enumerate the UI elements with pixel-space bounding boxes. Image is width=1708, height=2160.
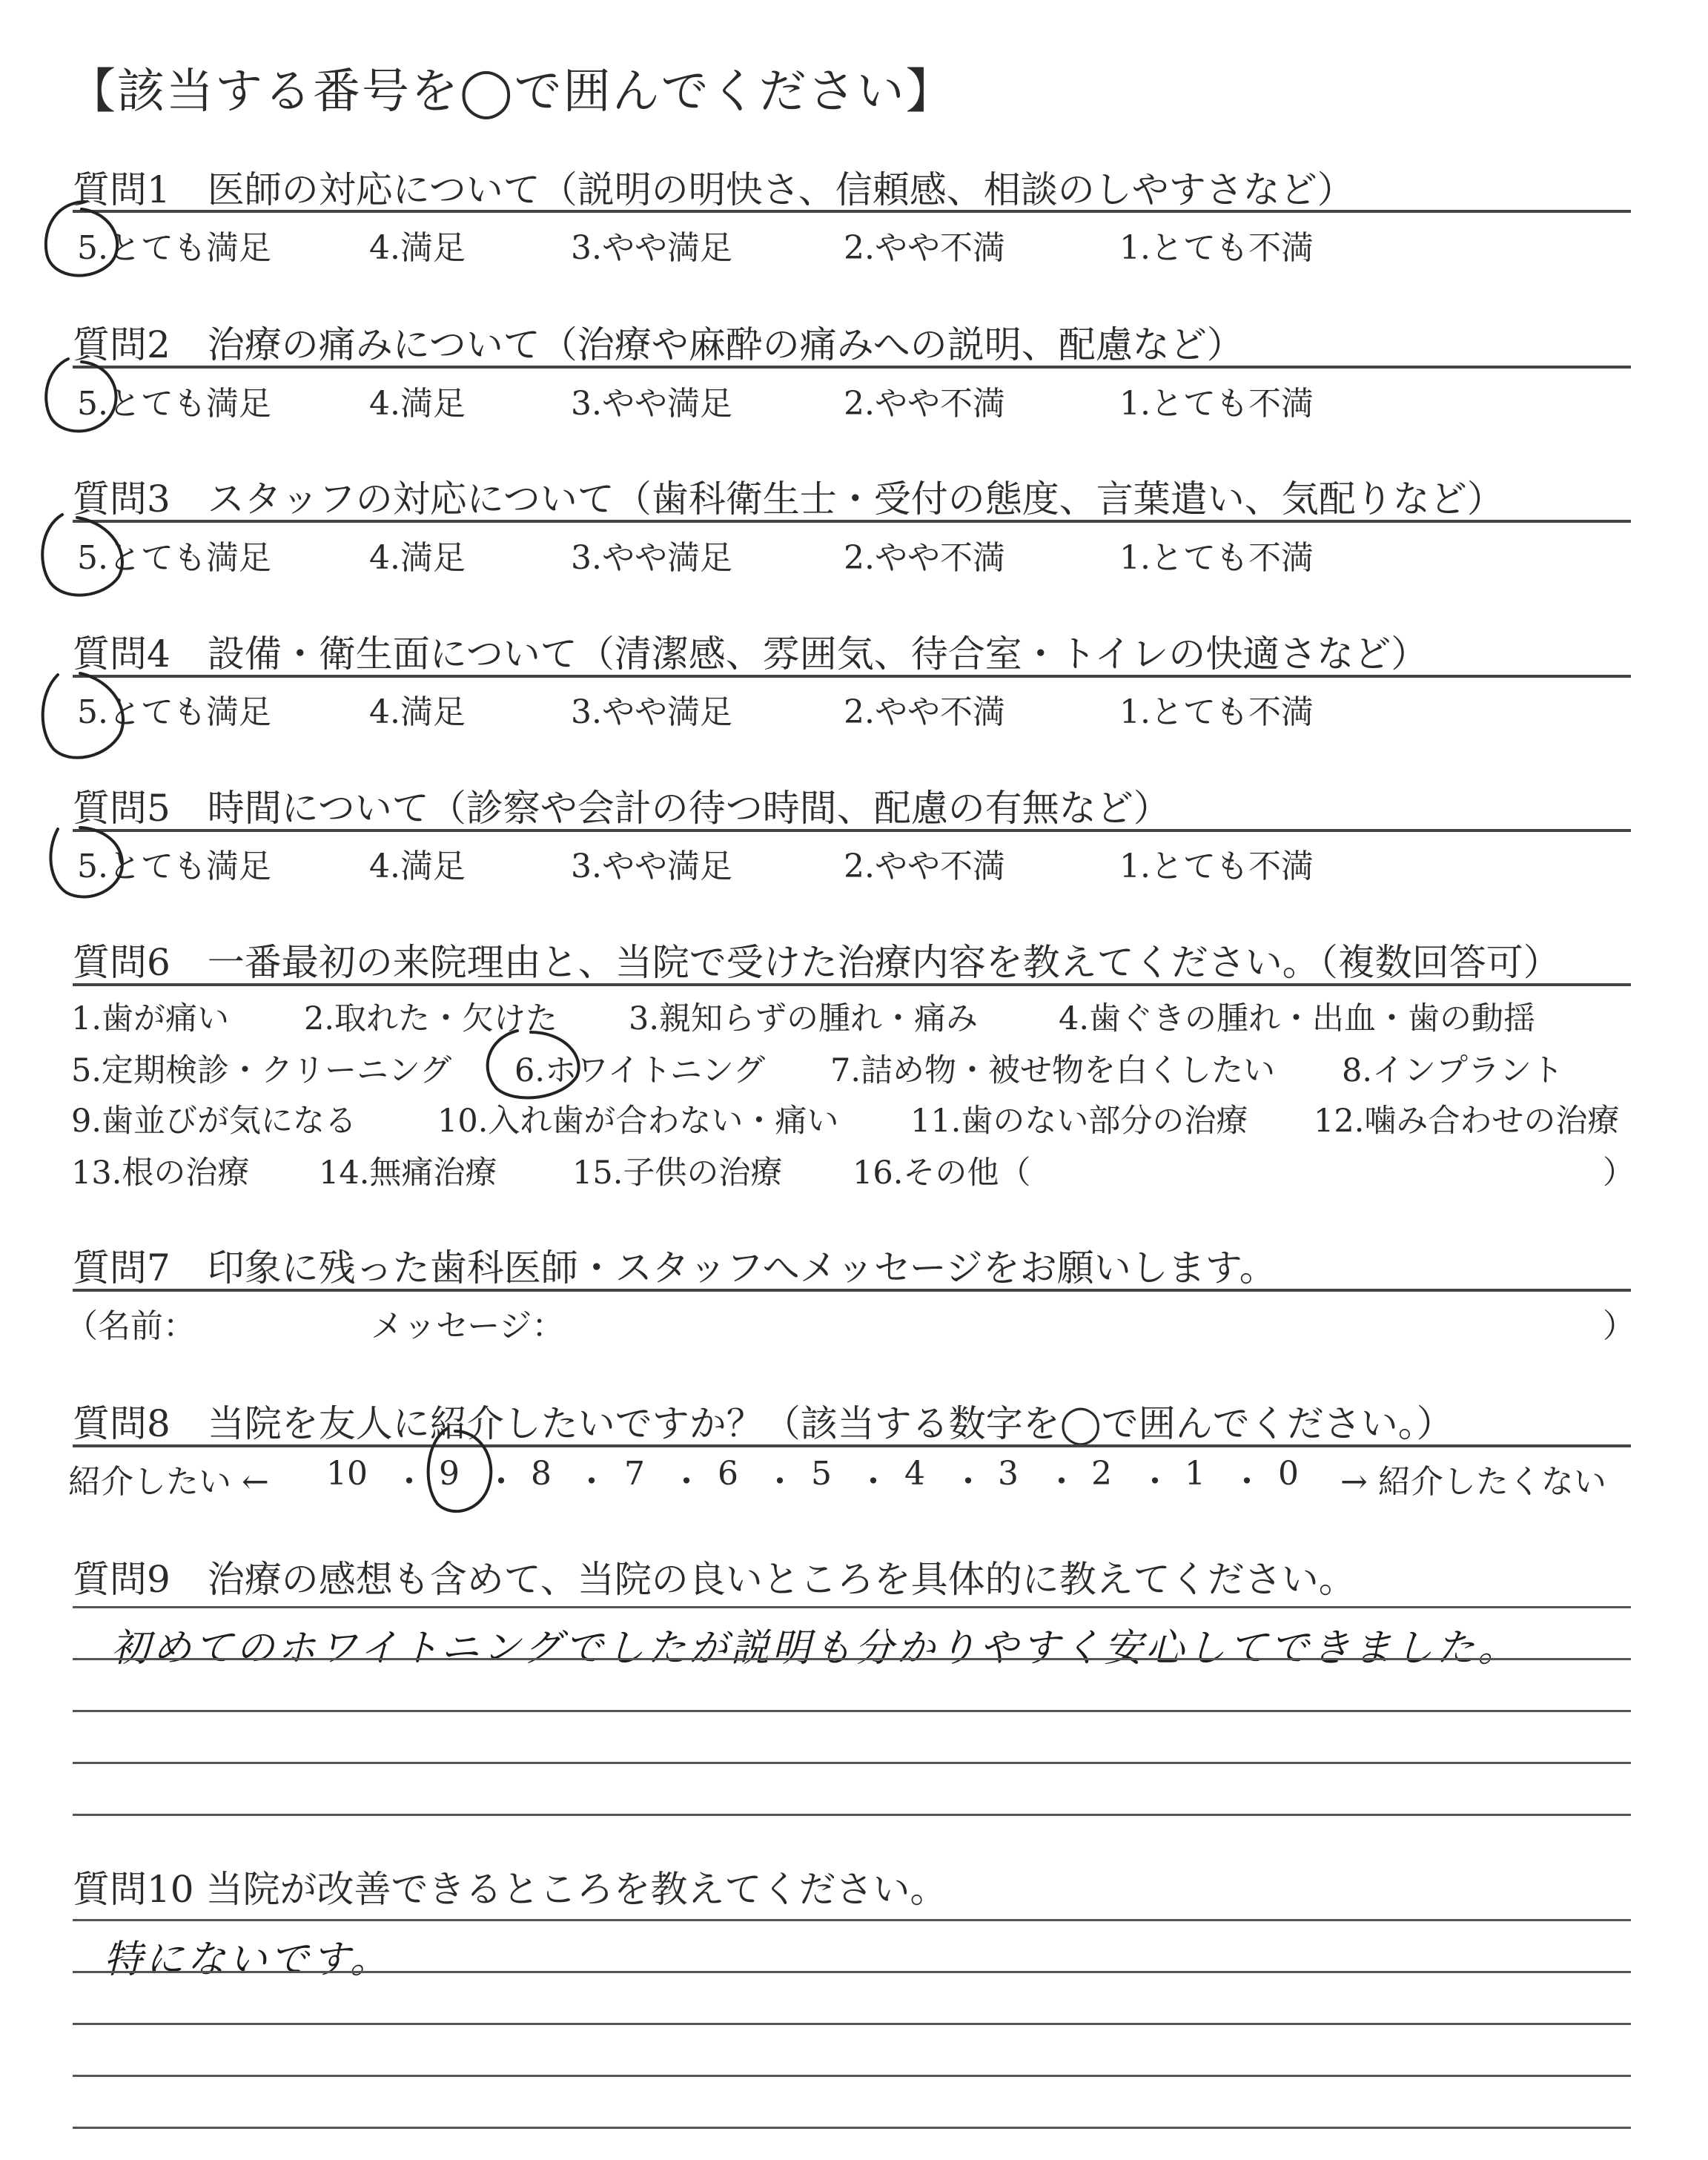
q6-option-6[interactable]: 6.ホワイトニング — [514, 1052, 766, 1089]
q5-option-2[interactable]: 2.やや不満 — [844, 848, 1005, 885]
question-4-text: 質問4 設備・衛生面について（清潔感、雰囲気、待合室・トイレの快適さなど） — [73, 633, 1429, 676]
q7-close-paren: ） — [1603, 1307, 1635, 1345]
question-9-text: 質問9 治療の感想も含めて、当院の良いところを具体的に教えてください。 — [73, 1558, 1356, 1601]
q8-scale-2[interactable]: 2 — [1091, 1455, 1112, 1493]
q9-line-1 — [73, 1606, 1631, 1608]
q6-option-2[interactable]: 2.取れた・欠けた — [304, 1000, 558, 1037]
q10-handwritten-answer: 特にないです。 — [104, 1938, 391, 1982]
q8-scale-3[interactable]: 3 — [998, 1455, 1019, 1493]
q10-line-1 — [73, 1919, 1631, 1921]
q2-option-2[interactable]: 2.やや不満 — [844, 385, 1005, 423]
q5-selection-circle — [42, 822, 130, 903]
q8-sep: ・ — [952, 1463, 984, 1501]
q1-selection-circle — [39, 199, 128, 288]
q3-option-2[interactable]: 2.やや不満 — [844, 539, 1005, 577]
q2-option-1[interactable]: 1.とても不満 — [1119, 385, 1314, 423]
question-10-text: 質問10 当院が改善できるところを教えてください。 — [73, 1868, 947, 1911]
question-3-rule — [73, 520, 1631, 523]
q8-scale-7[interactable]: 7 — [624, 1455, 645, 1493]
q6-option-8[interactable]: 8.インプラント — [1342, 1052, 1564, 1089]
question-2-text: 質問2 治療の痛みについて（治療や麻酔の痛みへの説明、配慮など） — [73, 323, 1244, 366]
q3-option-1[interactable]: 1.とても不満 — [1119, 539, 1314, 577]
question-2-rule — [73, 366, 1631, 369]
q5-option-1[interactable]: 1.とても不満 — [1119, 848, 1314, 885]
question-6-text: 質問6 一番最初の来院理由と、当院で受けた治療内容を教えてください。（複数回答可） — [73, 941, 1560, 984]
q6-option-1[interactable]: 1.歯が痛い — [71, 1000, 230, 1037]
q6-other-close-paren: ） — [1603, 1155, 1635, 1192]
q1-option-4[interactable]: 4.満足 — [369, 229, 466, 267]
q1-option-5[interactable]: 5.とても満足 — [77, 229, 271, 267]
q10-line-2 — [73, 1971, 1631, 1973]
q9-line-4 — [73, 1762, 1631, 1764]
q2-option-3[interactable]: 3.やや満足 — [571, 385, 732, 423]
q8-scale-8[interactable]: 8 — [531, 1455, 552, 1493]
q8-sep: ・ — [857, 1463, 890, 1501]
q6-option-10[interactable]: 10.入れ歯が合わない・痛い — [437, 1103, 839, 1140]
q4-option-5[interactable]: 5.とても満足 — [77, 693, 271, 731]
q3-option-4[interactable]: 4.満足 — [369, 539, 466, 577]
q3-option-5[interactable]: 5.とても満足 — [77, 539, 271, 577]
q4-option-1[interactable]: 1.とても不満 — [1119, 693, 1314, 731]
question-1-rule — [73, 210, 1631, 213]
q2-option-4[interactable]: 4.満足 — [369, 385, 466, 423]
q8-right-label: → 紹介したくない — [1340, 1463, 1606, 1501]
form-title: 【該当する番号を◯で囲んでください】 — [68, 65, 955, 119]
q8-left-label: 紹介したい ← — [68, 1463, 269, 1501]
q4-option-4[interactable]: 4.満足 — [369, 693, 466, 731]
q5-option-3[interactable]: 3.やや満足 — [571, 848, 732, 885]
q8-scale-9[interactable]: 9 — [439, 1455, 460, 1493]
q6-option-5[interactable]: 5.定期検診・クリーニング — [71, 1052, 452, 1089]
q4-option-2[interactable]: 2.やや不満 — [844, 693, 1005, 731]
question-7-text: 質問7 印象に残った歯科医師・スタッフへメッセージをお願いします。 — [73, 1246, 1277, 1289]
q6-option-11[interactable]: 11.歯のない部分の治療 — [910, 1103, 1248, 1140]
q10-line-3 — [73, 2023, 1631, 2025]
q5-option-4[interactable]: 4.満足 — [369, 848, 466, 885]
q1-option-1[interactable]: 1.とても不満 — [1119, 229, 1314, 267]
q7-name-label: （名前： — [65, 1307, 196, 1345]
q6-selection-circle — [474, 1025, 586, 1106]
question-8-text: 質問8 当院を友人に紹介したいですか？（該当する数字を◯で囲んでください。） — [73, 1402, 1454, 1445]
question-6-rule — [73, 983, 1631, 986]
q8-sep: ・ — [393, 1463, 426, 1501]
q6-option-7[interactable]: 7.詰め物・被せ物を白くしたい — [830, 1052, 1276, 1089]
q3-selection-circle — [36, 512, 132, 608]
q8-sep: ・ — [485, 1463, 517, 1501]
question-7-rule — [73, 1289, 1631, 1292]
q8-scale-6[interactable]: 6 — [718, 1455, 738, 1493]
q5-option-5[interactable]: 5.とても満足 — [77, 848, 271, 885]
q6-option-15[interactable]: 15.子供の治療 — [572, 1155, 783, 1192]
q2-option-5[interactable]: 5.とても満足 — [77, 385, 271, 423]
q7-message-label: メッセージ： — [371, 1307, 565, 1345]
q8-scale-5[interactable]: 5 — [811, 1455, 832, 1493]
q9-line-2 — [73, 1658, 1631, 1660]
q6-option-9[interactable]: 9.歯並びが気になる — [71, 1103, 357, 1140]
q8-scale-10[interactable]: 10 — [326, 1455, 368, 1493]
q8-scale-0[interactable]: 0 — [1278, 1455, 1299, 1493]
q8-sep: ・ — [1231, 1463, 1263, 1501]
q4-option-3[interactable]: 3.やや満足 — [571, 693, 732, 731]
q6-option-12[interactable]: 12.噛み合わせの治療 — [1314, 1103, 1620, 1140]
q8-scale-4[interactable]: 4 — [904, 1455, 925, 1493]
q8-sep: ・ — [575, 1463, 608, 1501]
q3-option-3[interactable]: 3.やや満足 — [571, 539, 732, 577]
q9-line-5 — [73, 1814, 1631, 1816]
q6-option-16[interactable]: 16.その他（ — [853, 1155, 1031, 1192]
q10-line-4 — [73, 2075, 1631, 2077]
q8-sep: ・ — [764, 1463, 796, 1501]
q6-option-4[interactable]: 4.歯ぐきの腫れ・出血・歯の動揺 — [1059, 1000, 1536, 1037]
q2-selection-circle — [39, 354, 128, 443]
question-1-text: 質問1 医師の対応について（説明の明快さ、信頼感、相談のしやすさなど） — [73, 168, 1354, 211]
q1-option-3[interactable]: 3.やや満足 — [571, 229, 732, 267]
q8-sep: ・ — [1139, 1463, 1171, 1501]
question-5-text: 質問5 時間について（診察や会計の待つ時間、配慮の有無など） — [73, 787, 1171, 830]
question-8-rule — [73, 1444, 1631, 1447]
question-4-rule — [73, 675, 1631, 678]
q6-option-13[interactable]: 13.根の治療 — [71, 1155, 250, 1192]
q1-option-2[interactable]: 2.やや不満 — [844, 229, 1005, 267]
q4-selection-circle — [36, 667, 132, 767]
q9-handwritten-answer: 初めてのホワイトニングでしたが説明も分かりやすく安心してできました。 — [111, 1626, 1520, 1671]
question-5-rule — [73, 829, 1631, 832]
q6-option-3[interactable]: 3.親知らずの腫れ・痛み — [629, 1000, 979, 1037]
q8-sep: ・ — [1045, 1463, 1078, 1501]
q6-option-14[interactable]: 14.無痛治療 — [319, 1155, 497, 1192]
question-3-text: 質問3 スタッフの対応について（歯科衛生士・受付の態度、言葉遣い、気配りなど） — [73, 478, 1504, 521]
q8-selection-circle — [418, 1424, 500, 1520]
q8-scale-1[interactable]: 1 — [1185, 1455, 1205, 1493]
q9-line-3 — [73, 1710, 1631, 1712]
q8-sep: ・ — [670, 1463, 703, 1501]
q10-line-5 — [73, 2127, 1631, 2129]
